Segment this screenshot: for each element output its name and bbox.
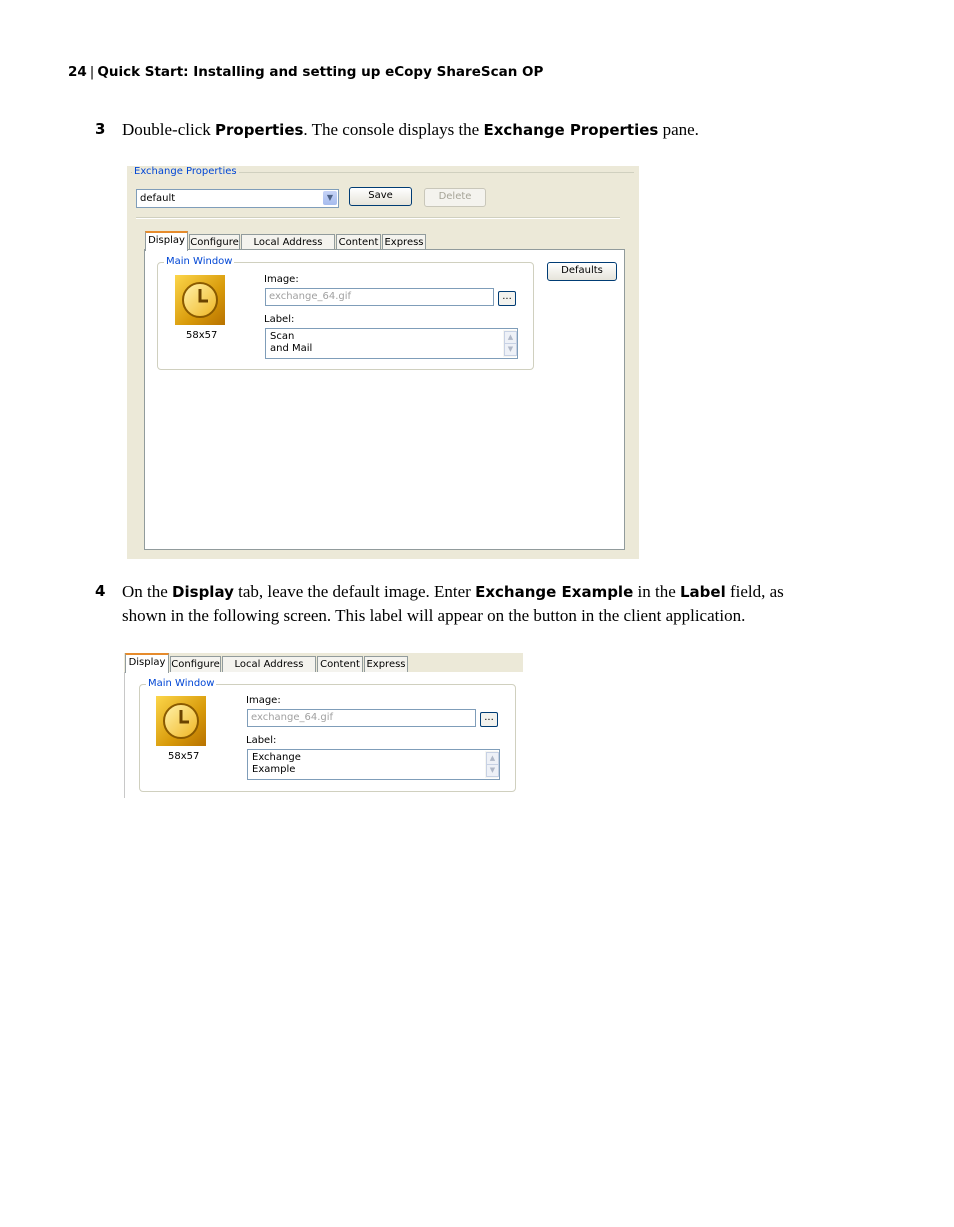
label-field-label: Label: [264, 314, 295, 325]
step-3-number: 3 [95, 120, 106, 138]
step-4-text [122, 580, 922, 627]
step-3-bold-2: Exchange Properties [483, 121, 659, 139]
tab-local-address-book[interactable]: Local Address [241, 234, 335, 250]
image-field-label: Image: [264, 274, 299, 285]
step-3-text-2: . The console displays the [303, 120, 484, 139]
label-line-2: Example [252, 764, 296, 775]
main-window-legend: Main Window [166, 256, 233, 267]
label-field-label: Label: [246, 735, 277, 746]
tab-content[interactable]: Content [336, 234, 381, 250]
tab-content[interactable]: Content [317, 656, 363, 672]
tab-display[interactable]: Display [125, 653, 169, 673]
profile-select[interactable] [136, 189, 339, 208]
browse-button[interactable]: ... [498, 291, 516, 306]
label-textarea[interactable] [265, 328, 518, 359]
tab-strip [145, 234, 627, 250]
page-header-title: Quick Start: Installing and setting up eCopy ShareScan OP [97, 64, 544, 80]
main-window-group [157, 256, 534, 370]
step-4-text-4: field, as [725, 582, 784, 601]
main-window-group-2 [139, 678, 516, 792]
defaults-button[interactable]: Defaults [547, 262, 617, 281]
delete-button[interactable]: Delete [424, 188, 486, 207]
clock-icon [175, 275, 225, 325]
header-separator: | [89, 64, 95, 80]
label-scrollbar[interactable] [485, 751, 498, 778]
tab-display[interactable]: Display [145, 231, 188, 251]
image-field-label: Image: [246, 695, 281, 706]
step-4-number: 4 [95, 582, 106, 600]
image-path-input[interactable] [265, 288, 494, 306]
save-button[interactable]: Save [349, 187, 412, 206]
display-tab-panel [144, 249, 625, 550]
chevron-down-icon[interactable]: ▼ [323, 191, 337, 205]
step-3-bold-1: Properties [215, 121, 304, 139]
main-window-legend: Main Window [148, 678, 215, 689]
image-size-label: 58x57 [186, 330, 218, 341]
step-3-text-1: Double-click [122, 120, 215, 139]
divider [136, 217, 620, 219]
page-header [68, 64, 543, 80]
browse-button[interactable]: ... [480, 712, 498, 727]
label-textarea[interactable] [247, 749, 500, 780]
display-tab-screenshot [124, 653, 523, 799]
step-4-bold-3: Label [680, 583, 726, 601]
step-4-bold-2: Exchange Example [475, 583, 634, 601]
step-4-bold-1: Display [172, 583, 234, 601]
step-3-text [122, 118, 699, 142]
step-4-text-2: tab, leave the default image. Enter [233, 582, 476, 601]
tab-local-address-book[interactable]: Local Address [222, 656, 316, 672]
tab-express[interactable]: Express [364, 656, 408, 672]
tab-express[interactable]: Express [382, 234, 426, 250]
tab-strip-2 [125, 656, 523, 672]
label-line-1: Scan [270, 331, 295, 342]
scroll-up-icon[interactable]: ▲ [504, 331, 517, 344]
step-4-text-3: in the [633, 582, 680, 601]
image-path-value: exchange_64.gif [269, 291, 352, 302]
page-number: 24 [68, 64, 87, 80]
label-line-2: and Mail [270, 343, 313, 354]
scroll-up-icon[interactable]: ▲ [486, 752, 499, 765]
scroll-down-icon[interactable]: ▼ [504, 343, 517, 356]
label-line-1: Exchange [252, 752, 301, 763]
step-4-text-1: On the [122, 582, 173, 601]
display-tab-panel-2 [124, 672, 523, 798]
profile-select-value: default [140, 193, 176, 204]
label-scrollbar[interactable] [503, 330, 516, 357]
clock-icon [156, 696, 206, 746]
step-4-line-2: shown in the following screen. This label will appear on the button in the client application. [122, 606, 746, 625]
image-size-label: 58x57 [168, 751, 200, 762]
exchange-properties-screenshot [127, 166, 639, 559]
step-3-text-3: pane. [658, 120, 699, 139]
image-path-input[interactable] [247, 709, 476, 727]
tab-configure[interactable]: Configure [189, 234, 240, 250]
tab-configure[interactable]: Configure [170, 656, 221, 672]
properties-group-title: Exchange Properties [134, 166, 237, 177]
scroll-down-icon[interactable]: ▼ [486, 764, 499, 777]
image-path-value: exchange_64.gif [251, 712, 334, 723]
